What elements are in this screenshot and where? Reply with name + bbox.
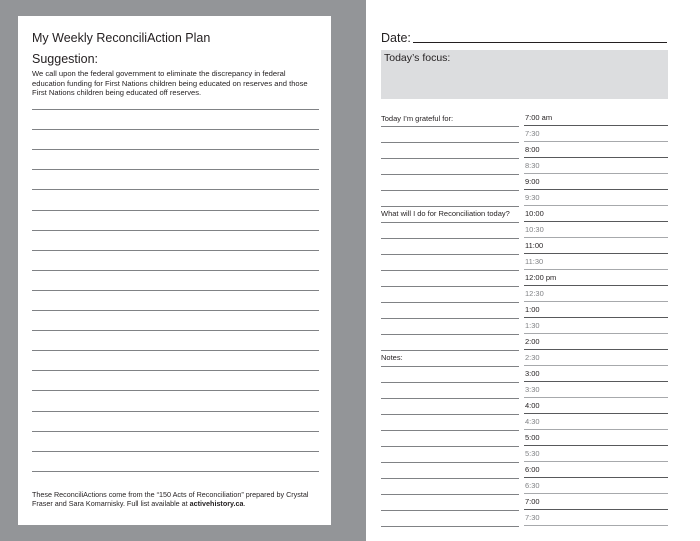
writing-line[interactable] — [32, 390, 319, 391]
time-label: 6:00 — [525, 465, 540, 474]
note-line[interactable] — [381, 254, 519, 255]
schedule-row[interactable] — [524, 286, 668, 302]
writing-line[interactable] — [32, 109, 319, 110]
schedule-row[interactable] — [524, 254, 668, 270]
suggestion-heading: Suggestion: — [32, 52, 99, 66]
note-line[interactable] — [381, 238, 519, 239]
writing-line[interactable] — [32, 230, 319, 231]
writing-line[interactable] — [32, 210, 319, 211]
focus-label: Today’s focus: — [384, 52, 451, 64]
time-label: 3:30 — [525, 385, 540, 394]
time-label: 7:00 — [525, 497, 540, 506]
time-label: 1:30 — [525, 321, 540, 330]
schedule-row[interactable] — [524, 414, 668, 430]
footer-link[interactable]: activehistory.ca — [189, 499, 244, 509]
schedule-row[interactable] — [524, 126, 668, 142]
note-line[interactable] — [381, 302, 519, 303]
date-input-line[interactable] — [413, 42, 667, 43]
writing-line[interactable] — [32, 149, 319, 150]
schedule-row[interactable] — [524, 270, 668, 286]
time-label: 4:00 — [525, 401, 540, 410]
writing-line[interactable] — [32, 290, 319, 291]
grateful-prompt: Today I’m grateful for: — [381, 114, 454, 123]
writing-line[interactable] — [32, 370, 319, 371]
time-label: 8:00 — [525, 145, 540, 154]
schedule-row[interactable] — [524, 494, 668, 510]
time-label: 4:30 — [525, 417, 540, 426]
time-label: 3:00 — [525, 369, 540, 378]
left-planner-page — [18, 16, 331, 525]
right-planner-page — [366, 0, 700, 541]
note-line[interactable] — [381, 142, 519, 143]
writing-line[interactable] — [32, 270, 319, 271]
time-label: 2:30 — [525, 353, 540, 362]
writing-line[interactable] — [32, 310, 319, 311]
reconciliation-prompt: What will I do for Reconciliation today? — [381, 209, 510, 218]
time-label: 5:00 — [525, 433, 540, 442]
schedule-row[interactable] — [524, 478, 668, 494]
writing-line[interactable] — [32, 129, 319, 130]
schedule-row[interactable] — [524, 318, 668, 334]
note-line[interactable] — [381, 190, 519, 191]
time-label: 6:30 — [525, 481, 540, 490]
schedule-row[interactable] — [524, 382, 668, 398]
note-line[interactable] — [381, 462, 519, 463]
note-line[interactable] — [381, 478, 519, 479]
time-label: 9:30 — [525, 193, 540, 202]
note-line[interactable] — [381, 350, 519, 351]
footer-period: . — [243, 499, 246, 509]
schedule-row[interactable] — [524, 110, 668, 126]
writing-line[interactable] — [32, 451, 319, 452]
note-line[interactable] — [381, 126, 519, 127]
time-label: 10:00 — [525, 209, 544, 218]
schedule-row[interactable] — [524, 510, 668, 526]
schedule-row[interactable] — [524, 430, 668, 446]
note-line[interactable] — [381, 526, 519, 527]
note-line[interactable] — [381, 318, 519, 319]
writing-line[interactable] — [32, 169, 319, 170]
schedule-row[interactable] — [524, 238, 668, 254]
schedule-row[interactable] — [524, 206, 668, 222]
schedule-row[interactable] — [524, 462, 668, 478]
schedule-row[interactable] — [524, 366, 668, 382]
note-line[interactable] — [381, 222, 519, 223]
time-label: 1:00 — [525, 305, 540, 314]
writing-line[interactable] — [32, 350, 319, 351]
time-label: 7:00 am — [525, 113, 553, 122]
writing-line[interactable] — [32, 411, 319, 412]
note-line[interactable] — [381, 446, 519, 447]
time-label: 9:00 — [525, 177, 540, 186]
note-line[interactable] — [381, 206, 519, 207]
suggestion-text: We call upon the federal government to eliminate the discrepancy in federal education funding for First Nations children being educated on reserves and those First Nations children being educated off reserves. — [32, 69, 308, 98]
schedule-row[interactable] — [524, 142, 668, 158]
time-rule — [524, 525, 668, 526]
note-line[interactable] — [381, 174, 519, 175]
time-label: 5:30 — [525, 449, 540, 458]
schedule-row[interactable] — [524, 302, 668, 318]
writing-line[interactable] — [32, 250, 319, 251]
writing-line[interactable] — [32, 431, 319, 432]
page-title: My Weekly ReconciliAction Plan — [32, 31, 211, 45]
footer-credit-text: These ReconciliActions come from the “150 Acts of Reconciliation” prepared by Crystal Fraser and Sara Komarnisky. Full list available at — [32, 490, 309, 509]
writing-line[interactable] — [32, 189, 319, 190]
time-label: 11:00 — [525, 241, 544, 250]
schedule-row[interactable] — [524, 350, 668, 366]
note-line[interactable] — [381, 398, 519, 399]
notes-prompt: Notes: — [381, 353, 403, 362]
note-line[interactable] — [381, 430, 519, 431]
schedule-row[interactable] — [524, 222, 668, 238]
writing-lines — [32, 16, 319, 525]
note-line[interactable] — [381, 494, 519, 495]
schedule-row[interactable] — [524, 334, 668, 350]
note-line[interactable] — [381, 270, 519, 271]
schedule-row[interactable] — [524, 398, 668, 414]
time-label: 7:30 — [525, 513, 540, 522]
time-label: 10:30 — [525, 225, 544, 234]
note-line[interactable] — [381, 286, 519, 287]
writing-line[interactable] — [32, 330, 319, 331]
note-line[interactable] — [381, 414, 519, 415]
schedule-row[interactable] — [524, 190, 668, 206]
writing-line[interactable] — [32, 471, 319, 472]
time-label: 7:30 — [525, 129, 540, 138]
schedule-row[interactable] — [524, 158, 668, 174]
time-label: 12:30 — [525, 289, 544, 298]
note-line[interactable] — [381, 382, 519, 383]
note-line[interactable] — [381, 510, 519, 511]
focus-box[interactable] — [381, 50, 668, 99]
date-label: Date: — [381, 31, 411, 45]
time-label: 11:30 — [525, 257, 544, 266]
footer-credit — [32, 490, 322, 509]
time-label: 2:00 — [525, 337, 540, 346]
schedule-row[interactable] — [524, 446, 668, 462]
time-label: 12:00 pm — [525, 273, 557, 282]
note-line[interactable] — [381, 158, 519, 159]
note-line[interactable] — [381, 366, 519, 367]
time-label: 8:30 — [525, 161, 540, 170]
note-line[interactable] — [381, 334, 519, 335]
schedule-row[interactable] — [524, 174, 668, 190]
